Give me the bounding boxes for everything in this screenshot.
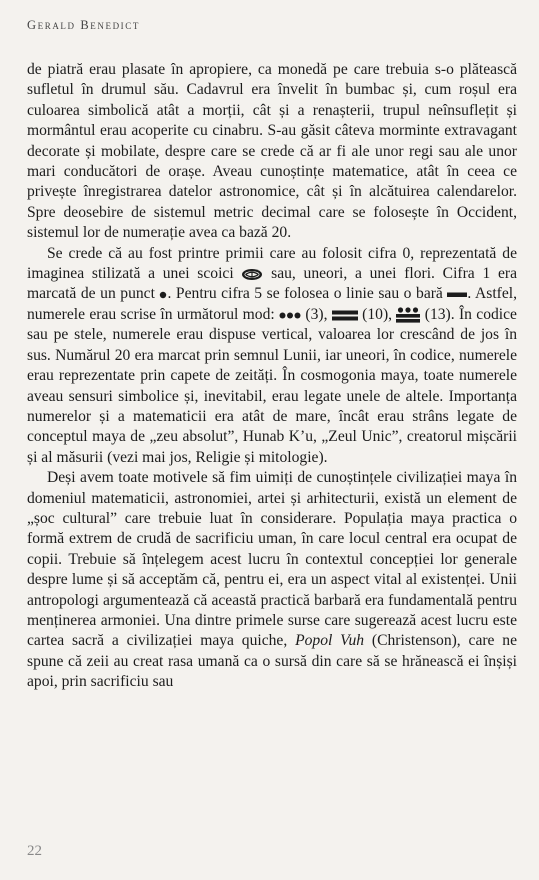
p2-text-4: . Astfel, numerele erau scrise în următorul mod: [27,285,517,323]
p3-text-1: Deși avem toate motivele să fim uimiți de cunoștințele civilizației maya în domeniul matematicii, astronomiei, artei și arhitecturii, există un element de „șoc cultural” care trebuie luat în considerare. Populația maya practica o formă extrem de crudă de sacrificiu uman, în care locul central era ocupat de copii. Trebuie să înțelegem acest lucru în contextul concepției lor generale despre lume și să acceptăm că, pentru ei, era un aspect vital al existenței. Unii antropologi argumentează că această practică barbară era fundamentală pentru menținerea armoniei. Una dintre primele surse care sugerează acest lucru este cartea sacră a civilizației maya quiche, [27,469,517,650]
bar-five-glyph-icon [447,292,467,298]
two-bars-glyph-icon [332,310,358,321]
three-dots-glyph-icon [279,312,301,319]
paragraph-2 [27,244,517,468]
shell-zero-glyph-icon [241,268,263,281]
paragraph-3 [27,468,517,692]
p2-text-7: (13). În codice sau pe stele, numerele erau dispuse vertical, valoarea lor crescând de jos în sus. Numărul 20 era marcat prin semnul Lunii, iar uneori, în codice, numerele erau reprezentate prin capete de zeități. În cosmogonia maya, toate numerele aveau sensuri simbolice și, inevitabil, erau legate unele de altele. Importanța numerelor și a matematicii era atât de mare, încât erau strâns legate de conceptul maya de „zeu absolut”, Hunab K’u, „Zeul Unic”, creatorul mișcării și al măsurii (vezi mai jos, Religie și mitologie). [27,305,517,466]
p2-text-2: sau, uneori, a unei flori. Cifra 1 era marcată de un punct [27,265,517,303]
p2-text-5: (3), [301,305,332,323]
p2-text-1: Se crede că au fost printre primii care au folosit cifra 0, reprezentată de imaginea stilizată a unei scoici [27,244,517,283]
paragraph-1: de piatră erau plasate în apropiere, ca monedă pe care trebuia s-o plătească sufletul în drumul său. Cadavrul era învelit în bumbac și, cum roșul era culoarea simbolică atât a morții, cât și a renașterii, trupul neînsuflețit și mormântul erau acoperite cu cinabru. S-au găsit câteva morminte extravagant decorate și mobilate, despre care se crede că ar fi ale unor regi sau ale unor mari conducători de orașe. Aveau cunoștințe matematice, atât în ceea ce privește înregistrarea datelor astronomice, cât și în alcătuirea calendarelor. Spre deosebire de sistemul metric decimal care se folosește în Occident, sistemul lor de numerație avea ca bază 20. [27,61,517,242]
page-number: 22 [27,843,42,859]
running-header: Gerald Benedict [27,18,140,32]
p2-text-6: (10), [357,305,397,323]
p2-text-3: . Pentru cifra 5 se folosea o linie sau o bară [167,285,448,303]
book-title: Popol Vuh [295,632,365,650]
page-body [27,60,517,693]
bars-dots-glyph-icon [396,307,420,323]
p3-text-2: (Christenson), care ne spune că zeii au creat rasa umană ca o sursă din care să se hrănească ei înșiși apoi, prin sacrificiu sau [27,632,518,691]
